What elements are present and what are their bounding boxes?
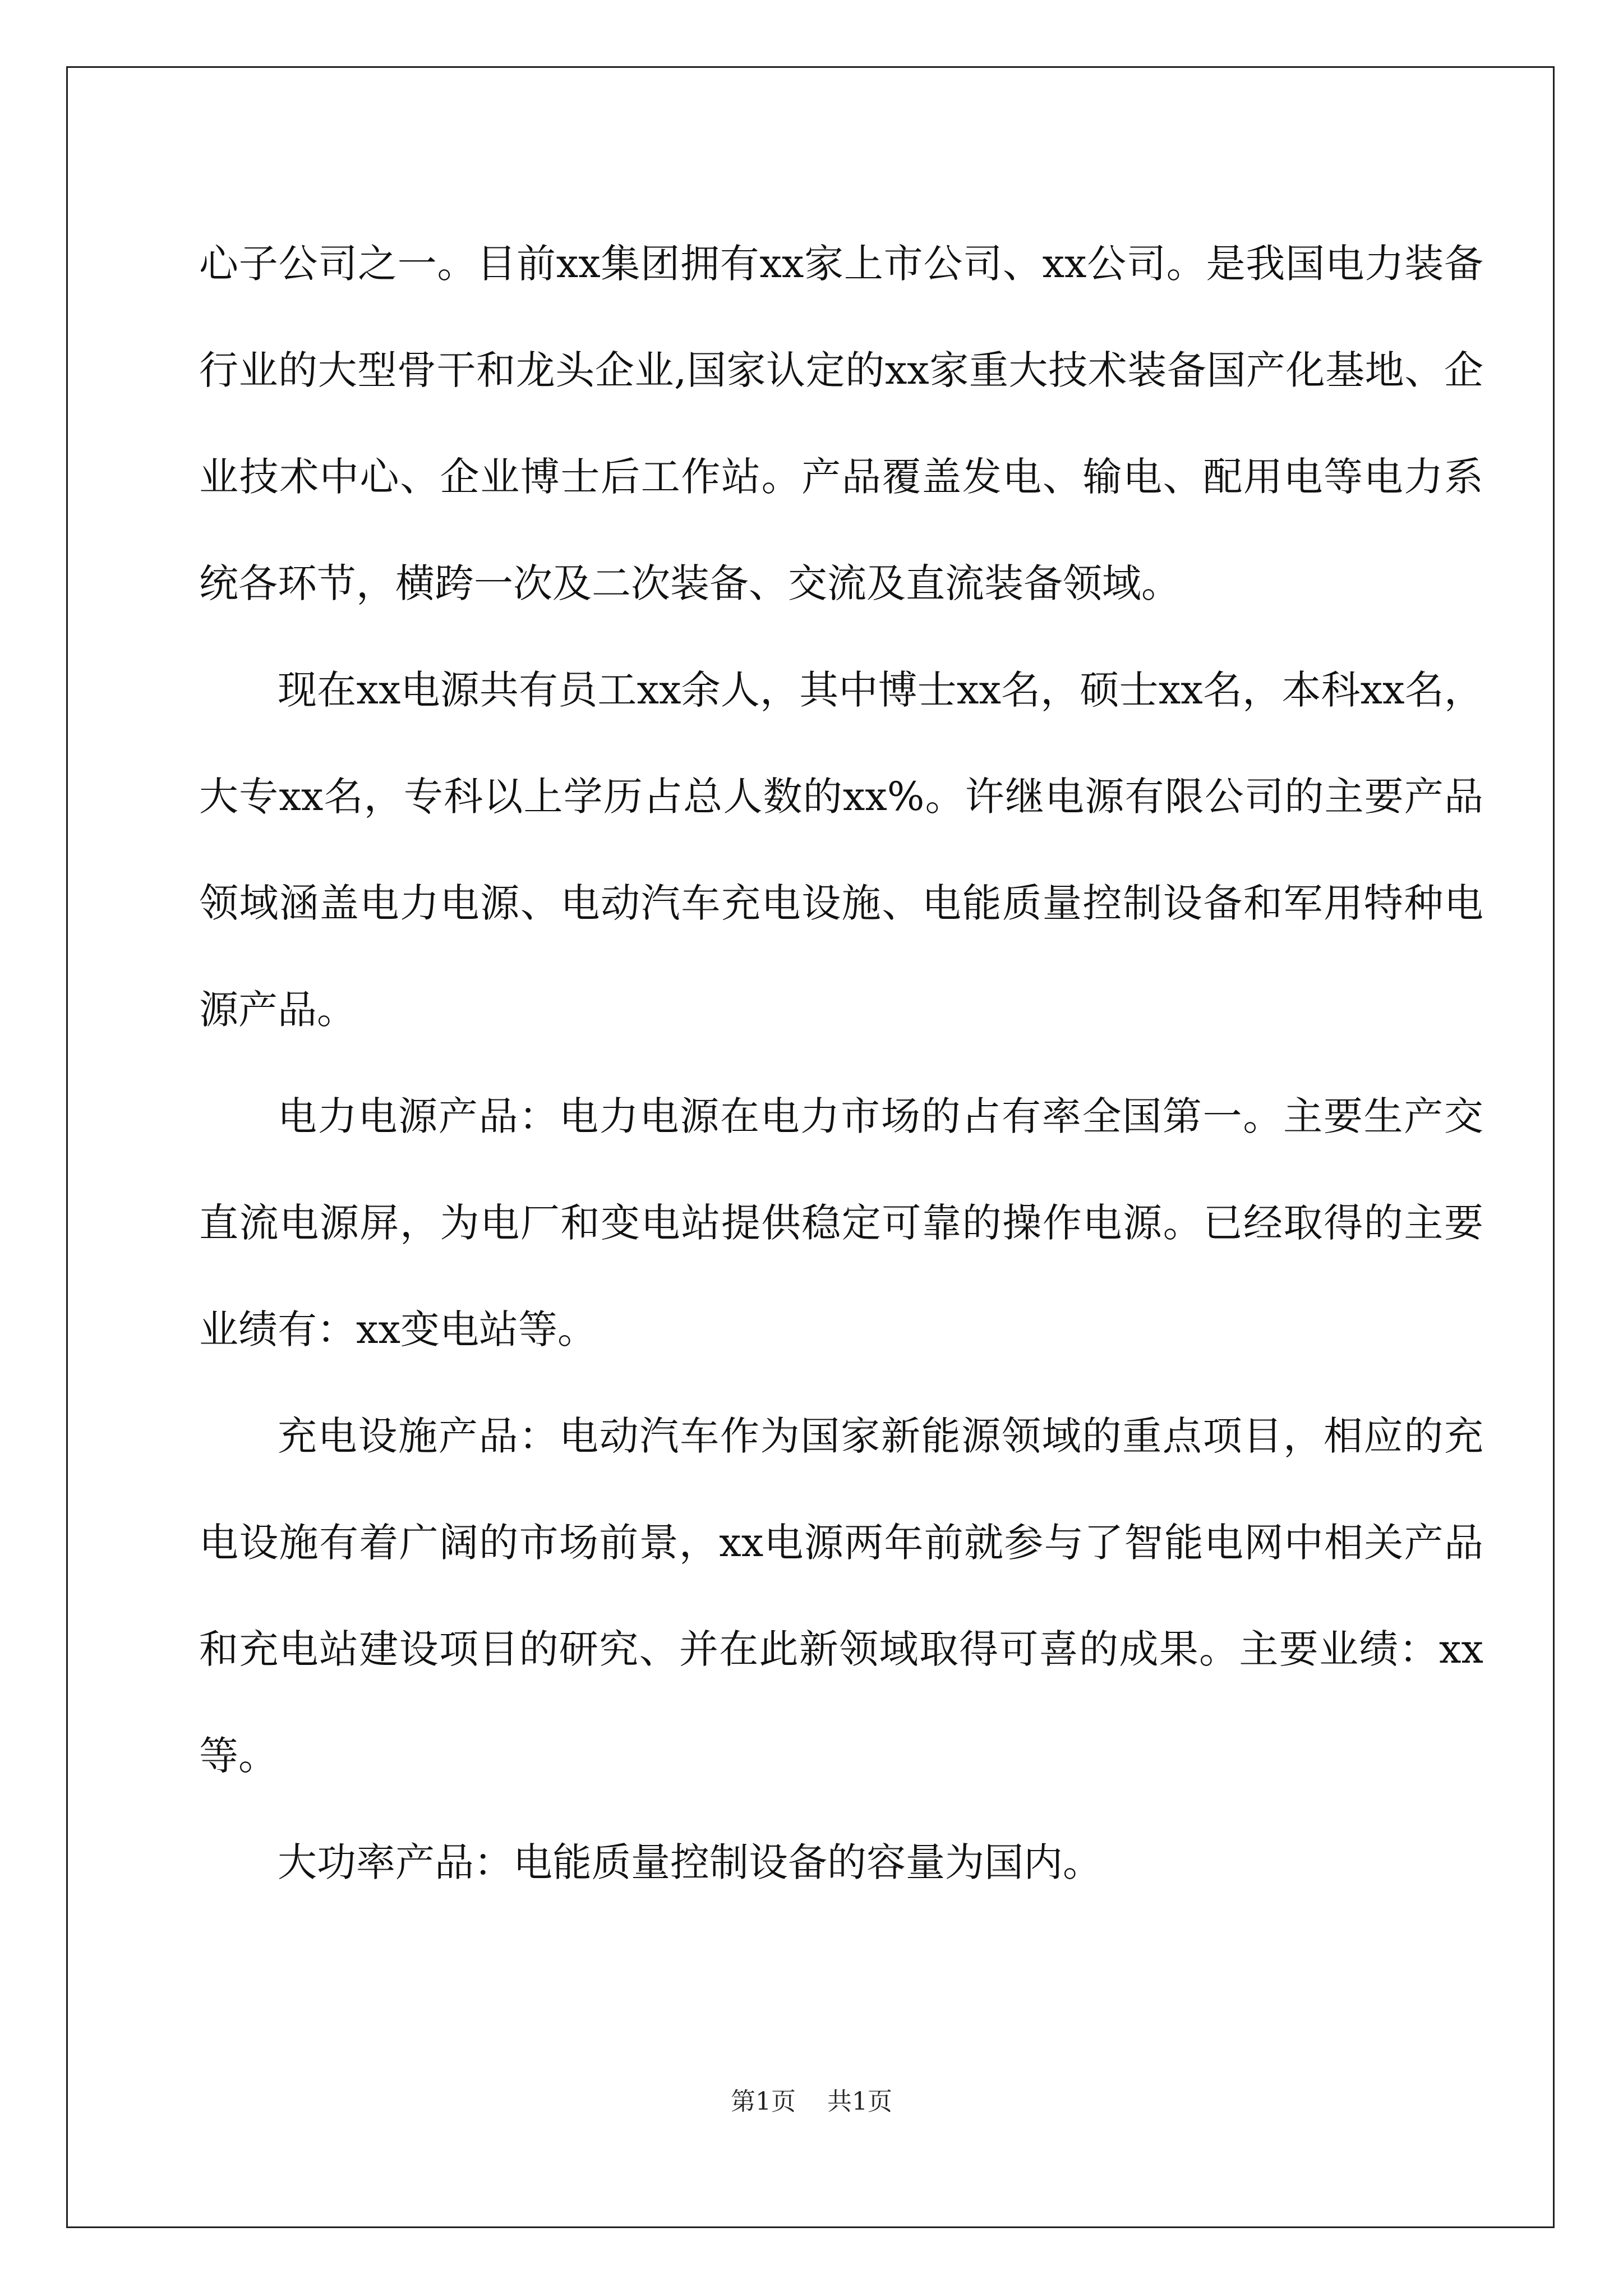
page-footer xyxy=(0,2081,1623,2117)
paragraph-2: 现在xx电源共有员工xx余人，其中博士xx名，硕士xx名，本科xx名，大专xx名，专科以上学历占总人数的xx%。许继电源有限公司的主要产品领域涵盖电力电源、电动汽车充电设施、电能质量控制设备和军用特种电源产品。 xyxy=(199,667,1483,1033)
paragraph-1: 心子公司之一。目前xx集团拥有xx家上市公司、xx公司。是我国电力装备行业的大型骨干和龙头企业,国家认定的xx家重大技术装备国产化基地、企业技术中心、企业博士后工作站。产品覆盖发电、输电、配用电等电力系统各环节，横跨一次及二次装备、交流及直流装备领域。 xyxy=(199,241,1483,606)
paragraph-3: 电力电源产品：电力电源在电力市场的占有率全国第一。主要生产交直流电源屏，为电厂和变电站提供稳定可靠的操作电源。已经取得的主要业绩有：xx变电站等。 xyxy=(199,1093,1483,1352)
paragraph-4: 充电设施产品：电动汽车作为国家新能源领域的重点项目，相应的充电设施有着广阔的市场前景，xx电源两年前就参与了智能电网中相关产品和充电站建设项目的研究、并在此新领域取得可喜的成果。主要业绩：xx等。 xyxy=(199,1413,1483,1779)
document-body xyxy=(199,210,1483,1916)
paragraph-5: 大功率产品：电能质量控制设备的容量为国内。 xyxy=(278,1839,1102,1885)
page-number: 第1页 xyxy=(731,2087,796,2116)
page-total: 共1页 xyxy=(827,2087,892,2116)
